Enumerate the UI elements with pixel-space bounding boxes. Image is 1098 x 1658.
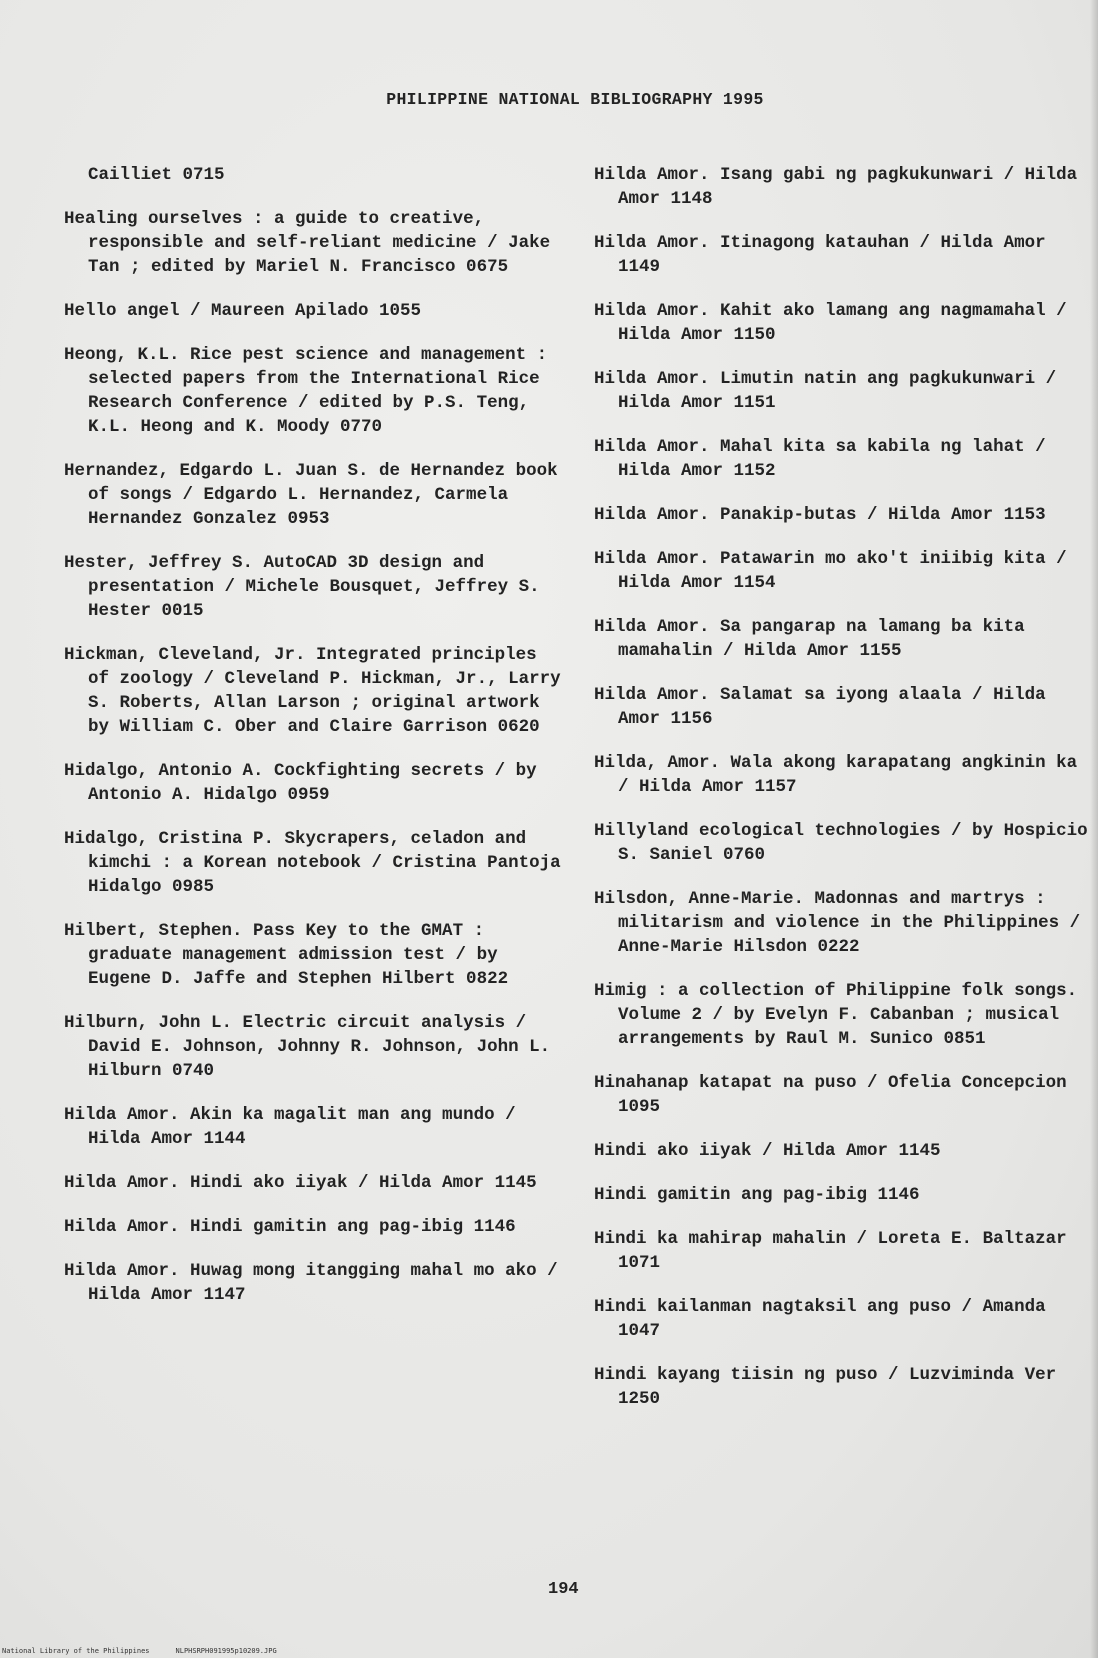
bibliography-entry: Hilda Amor. Akin ka magalit man ang mundo / Hilda Amor 1144 [64,1105,516,1149]
bibliography-entry: Hindi kailanman nagtaksil ang puso / Amanda 1047 [594,1297,1046,1341]
bibliography-entry: Hilda Amor. Limutin natin ang pagkukunwari / Hilda Amor 1151 [594,369,1057,413]
bibliography-entry: Hilburn, John L. Electric circuit analysis / David E. Johnson, Johnny R. Johnson, John L. Hilburn 0740 [64,1013,551,1081]
bibliography-entry: Hilda Amor. Mahal kita sa kabila ng lahat / Hilda Amor 1152 [594,437,1046,481]
bibliography-entry: Hilda Amor. Huwag mong itangging mahal mo ako / Hilda Amor 1147 [64,1261,558,1305]
left-column [64,163,564,1307]
bibliography-entry: Hillyland ecological technologies / by Hospicio S. Saniel 0760 [594,821,1088,865]
bibliography-entry: Hidalgo, Cristina P. Skycrapers, celadon and kimchi : a Korean notebook / Cristina Pantoja Hidalgo 0985 [64,829,561,897]
page-number: 194 [548,1580,579,1599]
bibliography-entry: Hernandez, Edgardo L. Juan S. de Hernandez book of songs / Edgardo L. Hernandez, Carmela Hernandez Gonzalez 0953 [64,461,558,529]
bibliography-entry: Heong, K.L. Rice pest science and management : selected papers from the International Rice Research Conference / edited by P.S. Teng, K.L. Heong and K. Moody 0770 [64,345,548,437]
bibliography-entry: Hilda, Amor. Wala akong karapatang angkinin ka / Hilda Amor 1157 [594,753,1078,797]
imprint-filename: NLPHSRPH091995p10209.JPG [175,1647,277,1655]
bibliography-entry: Hilda Amor. Patawarin mo ako't iniibig kita / Hilda Amor 1154 [594,549,1067,593]
bibliography-entry: Cailliet 0715 [88,165,225,185]
bibliography-entry: Hilda Amor. Kahit ako lamang ang nagmamahal / Hilda Amor 1150 [594,301,1067,345]
page-edge-shadow [1090,0,1098,1658]
bibliography-entry: Hilda Amor. Sa pangarap na lamang ba kita mamahalin / Hilda Amor 1155 [594,617,1025,661]
bibliography-entry: Hilda Amor. Isang gabi ng pagkukunwari / Hilda Amor 1148 [594,165,1078,209]
page-title: PHILIPPINE NATIONAL BIBLIOGRAPHY 1995 [386,90,764,109]
bibliography-entry: Hindi gamitin ang pag-ibig 1146 [594,1185,920,1205]
bibliography-entry: Hidalgo, Antonio A. Cockfighting secrets / by Antonio A. Hidalgo 0959 [64,761,537,805]
scan-imprint [2,1647,303,1656]
bibliography-entry: Hilsdon, Anne-Marie. Madonnas and martrys : militarism and violence in the Philippines / Anne-Marie Hilsdon 0222 [594,889,1081,957]
bibliography-entry: Hilda Amor. Hindi gamitin ang pag-ibig 1146 [64,1217,516,1237]
bibliography-entry: Hilda Amor. Salamat sa iyong alaala / Hilda Amor 1156 [594,685,1046,729]
bibliography-entry: Hickman, Cleveland, Jr. Integrated principles of zoology / Cleveland P. Hickman, Jr., Larry S. Roberts, Allan Larson ; original artwork by William C. Ober and Claire Garrison 0620 [64,645,561,737]
bibliography-entry: Healing ourselves : a guide to creative, responsible and self-reliant medicine / Jake Tan ; edited by Mariel N. Francisco 0675 [64,209,551,277]
bibliography-entry: Hindi ka mahirap mahalin / Loreta E. Baltazar 1071 [594,1229,1067,1273]
bibliography-entry: Hindi ako iiyak / Hilda Amor 1145 [594,1141,941,1161]
bibliography-entry: Himig : a collection of Philippine folk songs. Volume 2 / by Evelyn F. Cabanban ; musical arrangements by Raul M. Sunico 0851 [594,981,1078,1049]
bibliography-entry: Hello angel / Maureen Apilado 1055 [64,301,422,321]
bibliography-entry: Hindi kayang tiisin ng puso / Luzviminda Ver 1250 [594,1365,1057,1409]
bibliography-entry: Hester, Jeffrey S. AutoCAD 3D design and presentation / Michele Bousquet, Jeffrey S. Hester 0015 [64,553,540,621]
bibliography-entry: Hilda Amor. Panakip-butas / Hilda Amor 1153 [594,505,1046,525]
bibliography-entry: Hilda Amor. Hindi ako iiyak / Hilda Amor 1145 [64,1173,537,1193]
bibliography-entry: Hinahanap katapat na puso / Ofelia Concepcion 1095 [594,1073,1067,1117]
right-column [594,163,1089,1411]
bibliography-entry: Hilbert, Stephen. Pass Key to the GMAT : graduate management admission test / by Eugene D. Jaffe and Stephen Hilbert 0822 [64,921,509,989]
bibliography-entry: Hilda Amor. Itinagong katauhan / Hilda Amor 1149 [594,233,1046,277]
imprint-library: National Library of the Philippines [2,1647,150,1655]
